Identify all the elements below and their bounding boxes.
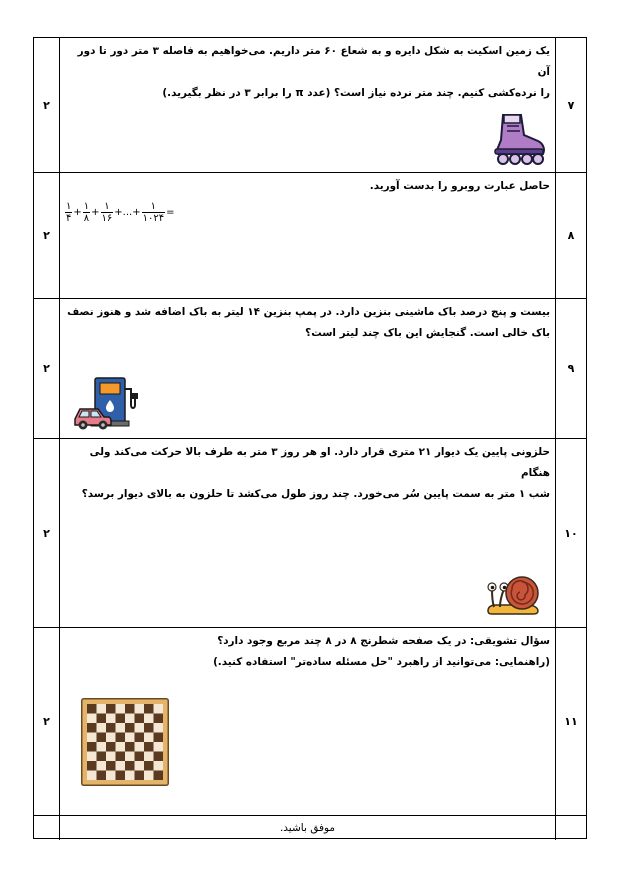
- fraction: [142, 201, 165, 224]
- chess-square: [97, 771, 107, 781]
- chess-square: [135, 752, 145, 762]
- denominator: ۱۰۲۴: [142, 213, 165, 224]
- question-score: ۲: [34, 628, 60, 815]
- footer-message: موفق باشید.: [279, 822, 336, 834]
- chess-square: [135, 733, 145, 743]
- denominator: ۱۶: [101, 213, 113, 224]
- denominator: ۴: [66, 213, 72, 224]
- question-number: ۱۱: [555, 628, 586, 815]
- exam-sheet: [33, 37, 587, 839]
- footer-row: [34, 816, 586, 840]
- numerator: ۱: [101, 201, 114, 213]
- chessboard-icon: [81, 698, 169, 786]
- chess-square: [125, 704, 135, 714]
- question-score: ۲: [34, 173, 60, 298]
- question-cell: [59, 38, 556, 172]
- fraction-expression: [65, 201, 175, 224]
- chess-square: [116, 752, 126, 762]
- question-score: ۲: [34, 299, 60, 438]
- question-row-10: [34, 439, 586, 628]
- numerator: ۱: [142, 201, 165, 213]
- chess-square: [116, 714, 126, 724]
- chess-square: [135, 714, 145, 724]
- footer-cell: [59, 816, 556, 840]
- question-cell: [59, 628, 556, 815]
- question-number: ۸: [555, 173, 586, 298]
- chess-square: [116, 771, 126, 781]
- denominator: ۸: [83, 213, 90, 224]
- snail-icon: [484, 571, 542, 619]
- question-row-8: [34, 173, 586, 299]
- chess-square: [87, 723, 97, 733]
- chess-square: [97, 752, 107, 762]
- chess-square: [125, 761, 135, 771]
- question-number: ۱۰: [555, 439, 586, 627]
- chess-square: [106, 761, 116, 771]
- chess-square: [125, 723, 135, 733]
- chess-square: [144, 742, 154, 752]
- question-text: بیست و پنج درصد باک ماشینی بنزین دارد. در پمپ بنزین ۱۴ لیتر به باک اضافه شد و هنوز نصف باک خالی است. گنجایش این باک چند لیتر است؟: [67, 306, 550, 339]
- question-score: ۲: [34, 38, 60, 172]
- chess-square: [87, 742, 97, 752]
- chess-square: [144, 723, 154, 733]
- question-cell: [59, 173, 556, 298]
- plus-sign: +: [91, 207, 100, 218]
- question-number: ۹: [555, 299, 586, 438]
- chess-square: [144, 761, 154, 771]
- plus-sign: +: [73, 207, 82, 218]
- fraction: [101, 201, 114, 224]
- question-text: حلزونی پایین یک دیوار ۲۱ متری قرار دارد. او هر روز ۳ متر به طرف بالا حرکت می‌کند ولی هنگام شب ۱ متر به سمت پایین سُر می‌خورد. چند روز طول می‌کشد تا حلزون به بالای دیوار برسد؟: [81, 446, 550, 500]
- roller-skate-icon: [491, 111, 547, 165]
- chess-square: [97, 714, 107, 724]
- question-row-7: [34, 38, 586, 173]
- chess-square: [97, 733, 107, 743]
- chess-square: [154, 771, 164, 781]
- question-number: ۷: [555, 38, 586, 172]
- question-cell: [59, 439, 556, 627]
- ellipsis: +...+: [114, 207, 141, 218]
- question-score: ۲: [34, 439, 60, 627]
- fraction: [83, 201, 90, 224]
- question-row-9: [34, 299, 586, 439]
- chess-square: [87, 704, 97, 714]
- numerator: ۱: [83, 201, 90, 212]
- chess-square: [154, 733, 164, 743]
- chess-square: [116, 733, 126, 743]
- footer-score-cell: [34, 816, 60, 840]
- chess-square: [125, 742, 135, 752]
- footer-number-cell: [555, 816, 586, 840]
- chess-square: [87, 761, 97, 771]
- chess-square: [106, 742, 116, 752]
- equals-sign: =: [166, 207, 175, 218]
- question-text: حاصل عبارت روبرو را بدست آورید.: [369, 180, 550, 192]
- chess-square: [135, 771, 145, 781]
- chess-square: [154, 752, 164, 762]
- chess-square: [144, 704, 154, 714]
- question-cell: [59, 299, 556, 438]
- question-text: سؤال تشویقی: در یک صفحه شطرنج ۸ در ۸ چند مربع وجود دارد؟ (راهنمایی: می‌توانید از راهبرد "حل مسئله ساده‌تر" استفاده کنید.): [213, 635, 550, 668]
- chess-square: [106, 704, 116, 714]
- question-text: یک زمین اسکیت به شکل دایره و به شعاع ۶۰ متر داریم. می‌خواهیم به فاصله ۳ متر دور تا دور آن را نرده‌کشی کنیم. چند متر نرده نیاز است؟ (عدد π را برابر ۳ در نظر بگیرید.): [77, 45, 550, 99]
- numerator: ۱: [66, 201, 72, 212]
- fraction: [65, 201, 72, 224]
- chess-square: [106, 723, 116, 733]
- question-row-11: [34, 628, 586, 816]
- gas-pump-car-icon: [73, 375, 143, 433]
- chess-square: [154, 714, 164, 724]
